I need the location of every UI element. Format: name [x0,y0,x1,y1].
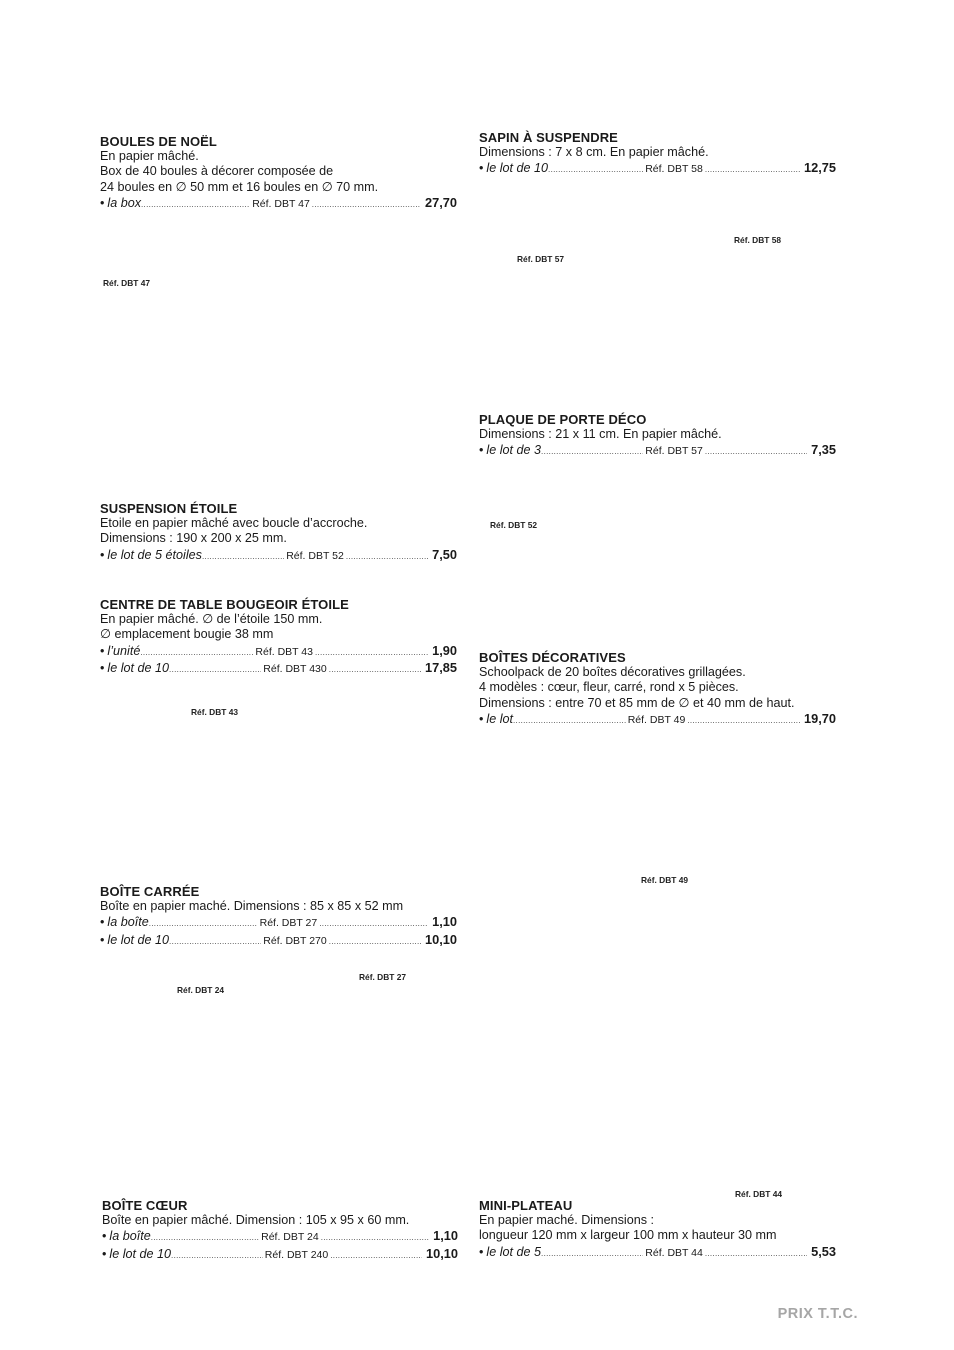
reference: Réf. DBT 430 [263,662,327,675]
dot-leader [319,915,428,931]
dot-leader [705,161,800,177]
dot-leader [151,1229,259,1245]
price: 1,90 [432,642,457,658]
product-description: Boîte en papier maché. Dimensions : 85 x 85 x 52 mm [100,899,404,913]
photo-ref-dbt24: Réf. DBT 24 [177,985,225,995]
price-line [100,660,457,677]
bullet: • [100,547,105,562]
item-label: l’unité [107,643,141,658]
price-line [102,1246,458,1263]
price: 7,35 [811,442,836,458]
product-boite-carree [100,884,457,949]
dot-leader [705,443,807,459]
photo-ref-dbt57: Réf. DBT 57 [517,254,565,264]
bullet: • [100,915,105,930]
dot-leader [312,196,421,212]
item-label: le lot de 10 [109,1246,172,1261]
product-title: PLAQUE DE PORTE DÉCO [479,412,647,427]
product-description: En papier mâché. [100,149,199,163]
product-centre-de-table [100,597,457,677]
item-label: le lot de 10 [107,660,170,675]
bullet: • [479,711,484,726]
item-label: la boîte [109,1229,151,1244]
bullet: • [479,443,484,458]
price-line [100,932,457,949]
product-description: Boîte en papier mâché. Dimension : 105 x 95 x 60 mm. [102,1213,410,1227]
product-description: longueur 120 mm x largeur 100 mm x hauteur 30 mm [479,1228,777,1243]
price-line [479,442,836,459]
reference: Réf. DBT 270 [263,934,327,947]
dot-leader [541,443,643,459]
price-line [100,643,457,660]
price-line [479,160,836,177]
product-description: Dimensions : 21 x 11 cm. En papier mâché. [479,427,722,441]
product-title: SUSPENSION ÉTOILE [100,501,238,516]
product-title: BOÎTES DÉCORATIVES [479,650,626,665]
dot-leader [141,196,250,212]
product-description: Dimensions : 7 x 8 cm. En papier mâché. [479,145,709,159]
reference: Réf. DBT 49 [627,713,686,726]
dot-leader [541,1245,643,1261]
reference: Réf. DBT 57 [645,445,703,458]
product-title: SAPIN À SUSPENDRE [479,130,618,145]
item-label: le lot [486,711,514,726]
item-label: la box [107,195,142,210]
photo-ref-dbt52: Réf. DBT 52 [490,520,538,530]
price: 5,53 [811,1243,836,1259]
product-description: 4 modèles : cœur, fleur, carré, rond x 5 pièces. [479,680,739,695]
item-label: le lot de 5 [486,1244,542,1259]
price-line [102,1228,458,1245]
price-line [100,195,457,212]
dot-leader [315,644,428,660]
product-title: MINI-PLATEAU [479,1198,573,1213]
product-boules-de-noel [100,134,457,212]
product-description: Dimensions : entre 70 et 85 mm de ∅ et 40 mm de haut. [479,695,795,710]
price-line [100,547,457,564]
item-label: le lot de 5 étoiles [107,547,202,562]
photo-ref-dbt27: Réf. DBT 27 [359,972,407,982]
dot-leader [202,548,284,564]
price: 27,70 [424,194,457,210]
product-description: Box de 40 boules à décorer composée de [100,164,334,179]
price-footer-label: PRIX T.T.C. [777,1306,858,1322]
reference: Réf. DBT 58 [645,163,703,176]
dot-leader [329,933,421,949]
item-label: le lot de 3 [486,443,542,458]
product-boite-coeur [102,1198,458,1263]
price-line [479,711,836,728]
product-mini-plateau [479,1198,836,1261]
product-title: BOÎTE CARRÉE [100,884,200,899]
dot-leader [548,161,643,177]
dot-leader [705,1245,807,1261]
product-description: Etoile en papier mâché avec boucle d’accroche. [100,516,368,530]
product-description: 24 boules en ∅ 50 mm et 16 boules en ∅ 70 mm. [100,179,379,194]
dot-leader [329,661,421,677]
product-plaque-de-porte [479,412,836,460]
price: 17,85 [424,659,457,675]
photo-ref-dbt47: Réf. DBT 47 [103,278,151,288]
product-description: ∅ emplacement bougie 38 mm [100,627,274,642]
photo-ref-dbt44: Réf. DBT 44 [735,1189,783,1199]
product-title: BOULES DE NOËL [100,134,217,149]
bullet: • [100,643,105,658]
product-title: CENTRE DE TABLE BOUGEOIR ÉTOILE [100,597,349,612]
product-description: En papier maché. Dimensions : [479,1213,654,1227]
reference: Réf. DBT 44 [645,1246,703,1259]
price: 10,10 [424,931,457,947]
dot-leader [171,1247,263,1263]
product-description: Schoolpack de 20 boîtes décoratives grillagées. [479,665,746,679]
product-description: Dimensions : 190 x 200 x 25 mm. [100,531,287,546]
dot-leader [321,1229,429,1245]
item-label: le lot de 10 [486,161,549,176]
dot-leader [140,644,253,660]
price: 7,50 [432,546,457,562]
dot-leader [169,661,261,677]
reference: Réf. DBT 240 [264,1248,329,1261]
photo-ref-dbt49: Réf. DBT 49 [641,875,689,885]
bullet: • [100,195,105,210]
bullet: • [479,161,484,176]
product-sapin-a-suspendre [479,130,836,178]
bullet: • [479,1244,484,1259]
dot-leader [149,915,258,931]
photo-ref-dbt43: Réf. DBT 43 [191,707,239,717]
bullet: • [100,660,105,675]
item-label: le lot de 10 [107,932,170,947]
bullet: • [100,932,105,947]
reference: Réf. DBT 47 [252,197,310,210]
product-description: En papier mâché. ∅ de l’étoile 150 mm. [100,612,323,626]
product-boites-decoratives [479,650,836,728]
price: 1,10 [433,1228,458,1244]
price: 12,75 [803,160,836,176]
price-line [479,1244,836,1261]
dot-leader [346,548,428,564]
reference: Réf. DBT 24 [261,1231,319,1244]
dot-leader [169,933,261,949]
dot-leader [513,712,626,728]
bullet: • [102,1246,107,1261]
product-title: BOÎTE CŒUR [102,1198,188,1213]
price-line [100,914,457,931]
dot-leader [330,1247,422,1263]
item-label: la boîte [107,915,149,930]
bullet: • [102,1229,107,1244]
price: 1,10 [432,914,457,930]
product-suspension-etoile [100,501,457,564]
price: 10,10 [425,1245,458,1261]
photo-ref-dbt58: Réf. DBT 58 [734,235,782,245]
reference: Réf. DBT 27 [259,917,318,930]
price: 19,70 [803,710,836,726]
reference: Réf. DBT 43 [255,645,313,658]
dot-leader [687,712,800,728]
reference: Réf. DBT 52 [286,549,344,562]
